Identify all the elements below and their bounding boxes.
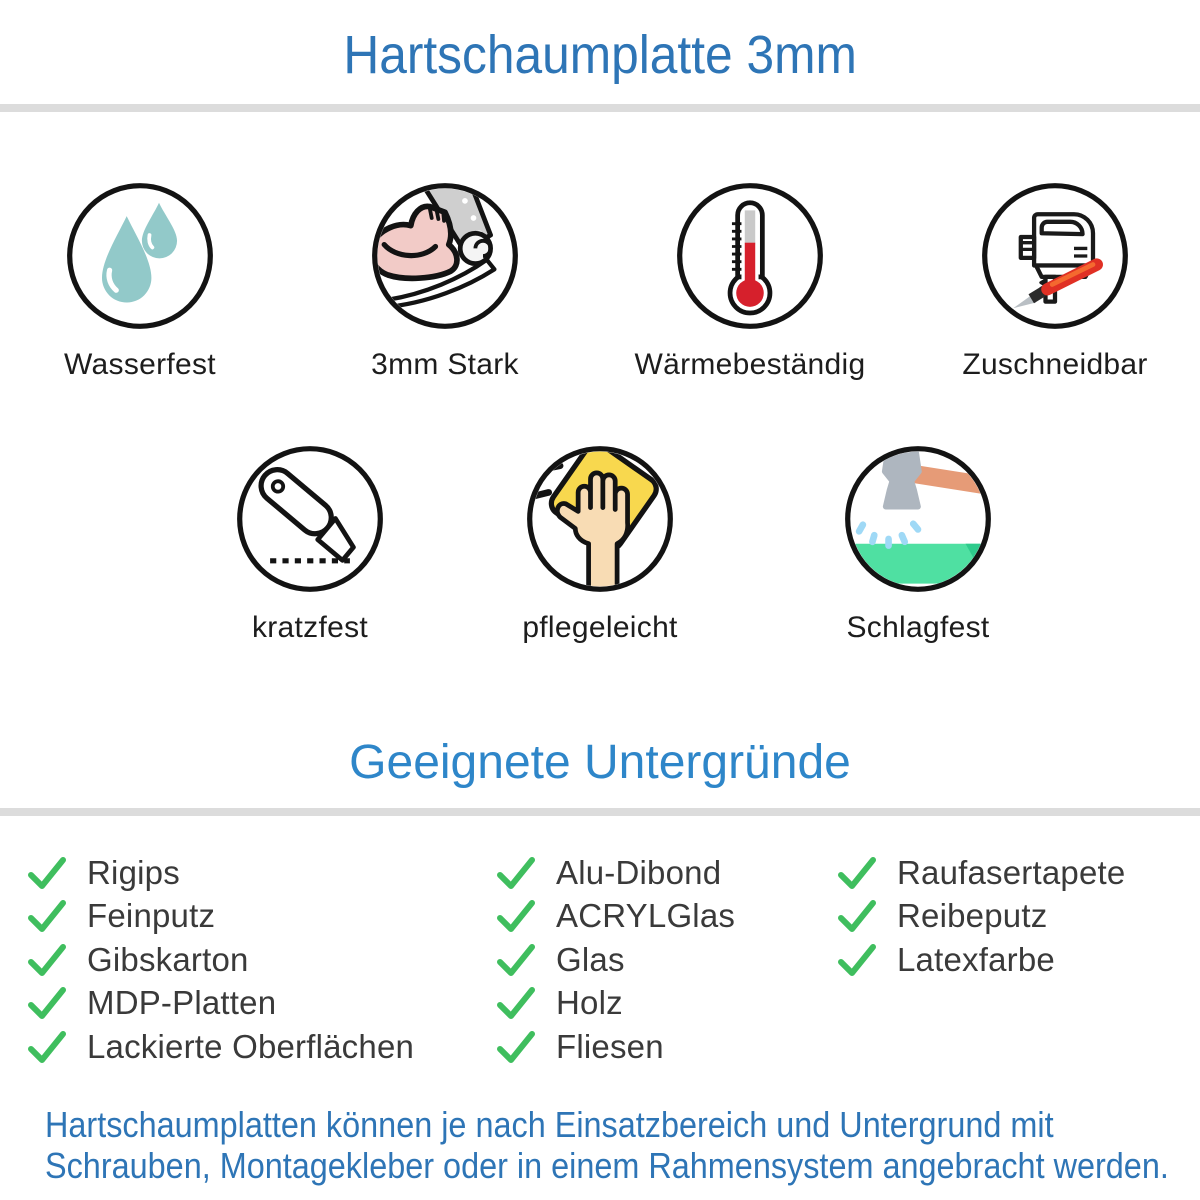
list-item (838, 938, 1125, 982)
substrate-label: ACRYLGlas (556, 897, 736, 935)
check-icon (28, 1030, 66, 1064)
substrate-column-2 (497, 851, 735, 1069)
check-icon (497, 986, 535, 1020)
check-icon (497, 856, 535, 890)
utility-knife-icon (234, 443, 386, 595)
substrate-label: MDP-Platten (87, 984, 277, 1022)
list-item (838, 895, 1125, 939)
footer-note (45, 1104, 1169, 1186)
thermometer-icon (674, 180, 826, 332)
feature-label: Wasserfest (64, 348, 216, 381)
check-icon (28, 943, 66, 977)
feature-pflegeleicht (460, 443, 740, 645)
cleaning-hand-icon (524, 443, 676, 595)
list-item (28, 938, 414, 982)
feature-zuschneidbar (915, 180, 1195, 382)
muscle-arm-icon (369, 180, 521, 332)
divider-middle (0, 808, 1200, 816)
check-icon (28, 986, 66, 1020)
feature-wasserfest (0, 180, 280, 382)
check-icon (497, 943, 535, 977)
feature-schlagfest (778, 443, 1058, 645)
list-item (497, 938, 735, 982)
check-icon (28, 856, 66, 890)
substrate-label: Feinputz (87, 897, 216, 935)
section-heading: Geeignete Untergründe (349, 736, 851, 789)
substrate-label: Latexfarbe (897, 940, 1055, 978)
check-icon (497, 1030, 535, 1064)
water-drops-icon (64, 180, 216, 332)
feature-label: Schlagfest (846, 611, 990, 644)
list-item (497, 1025, 735, 1069)
list-item (28, 895, 414, 939)
list-item (497, 982, 735, 1026)
feature-3mm-stark (305, 180, 585, 382)
substrate-label: Fliesen (556, 1027, 664, 1065)
feature-label: kratzfest (251, 611, 369, 644)
feature-waermebestaendig (610, 180, 890, 382)
substrate-label: Lackierte Oberflächen (87, 1027, 415, 1065)
check-icon (28, 899, 66, 933)
list-item (838, 851, 1125, 895)
substrate-label: Rigips (87, 853, 180, 891)
list-item (497, 851, 735, 895)
check-icon (838, 899, 876, 933)
substrate-label: Alu-Dibond (556, 853, 722, 891)
divider-top (0, 104, 1200, 112)
feature-label: 3mm Stark (371, 348, 519, 381)
check-icon (838, 856, 876, 890)
check-icon (838, 943, 876, 977)
substrate-label: Gibskarton (87, 940, 249, 978)
substrate-column-1 (28, 851, 414, 1069)
feature-label: Zuschneidbar (962, 348, 1148, 381)
page-title (0, 24, 1200, 86)
feature-label: Wärmebeständig (634, 348, 866, 381)
list-item (28, 982, 414, 1026)
footer-line: Schrauben, Montagekleber oder in einem Rahmensystem angebracht werden. (45, 1145, 1169, 1186)
list-item (28, 851, 414, 895)
feature-kratzfest (170, 443, 450, 645)
substrate-label: Glas (556, 940, 625, 978)
check-icon (497, 899, 535, 933)
list-item (28, 1025, 414, 1069)
substrate-label: Raufasertapete (897, 853, 1126, 891)
list-item (497, 895, 735, 939)
hammer-icon (842, 443, 994, 595)
jigsaw-icon (979, 180, 1131, 332)
feature-label: pflegeleicht (522, 611, 678, 644)
substrate-label: Holz (556, 984, 623, 1022)
substrate-column-3 (838, 851, 1125, 982)
page-title-text: Hartschaumplatte 3mm (343, 25, 857, 85)
footer-line: Hartschaumplatten können je nach Einsatzbereich und Untergrund mit (45, 1104, 1054, 1145)
substrate-label: Reibeputz (897, 897, 1048, 935)
